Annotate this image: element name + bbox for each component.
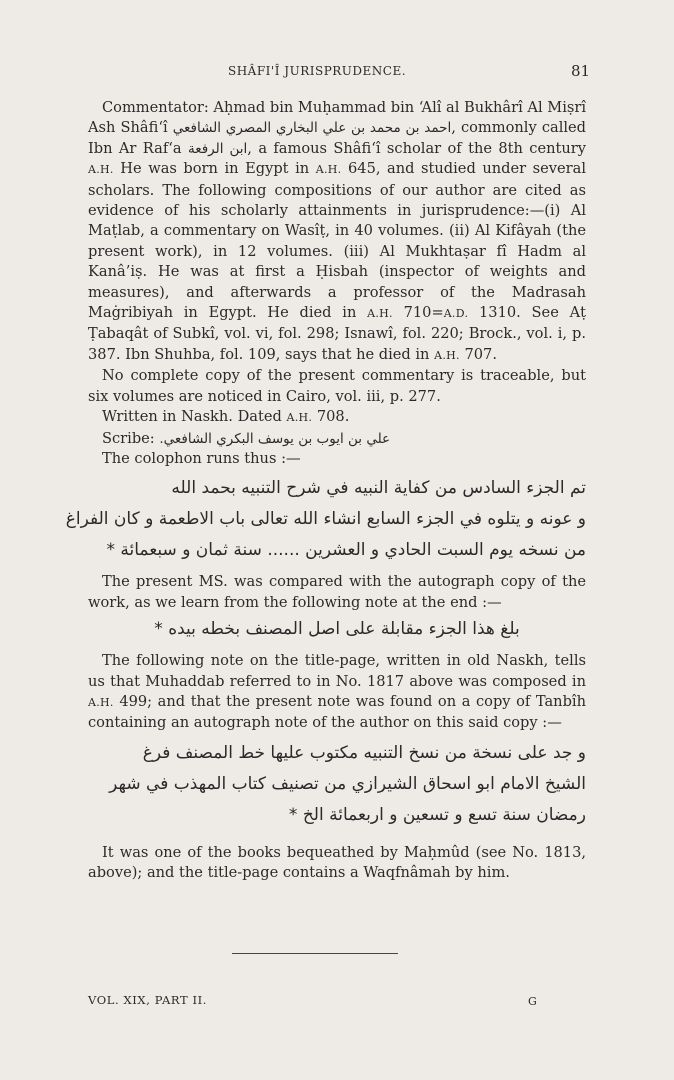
era-abbrev: A.H. (367, 307, 393, 321)
paragraph-bequest: It was one of the books bequeathed by Maḥmûd (see No. 1813, above); and the title-page contains a Waqfnâmah by him. (88, 843, 586, 882)
volume-footer: VOL. XIX, PART II. (88, 993, 208, 1007)
text-run: , commonly called Ibn Ar Raf‘a (88, 119, 587, 157)
text-run: 645, and studied under several scholars. The following compositions of our author are cited as evidence of his scholarly attainments in jurisprudence:—(i) Al Maṭlab, a commentary on Wasîṭ, in 40 volumes. (ii) Al Kifâyah (the present work), in 12 volumes. (iii) Al Mukhtaṣar fî Hadm al Kanâ’iṣ. He was at first a Ḥisbah (inspector of weights and measures), and afterwards a professor of the Madrasah Maġribiyah in Egypt. He died in (88, 160, 586, 322)
era-abbrev: A.H. (88, 163, 114, 177)
paragraph-commentator (88, 98, 586, 366)
text-run: , a famous Shâfi‘î scholar of the 8th century (247, 139, 587, 157)
paragraph-scribe (88, 429, 586, 449)
era-abbrev: A.H. (88, 695, 114, 709)
era-abbrev: A.H. (434, 348, 460, 362)
title-page-note-arabic (88, 738, 586, 831)
note-arabic-end: بلغ هذا الجزء مقابلة على اصل المصنف بخطه بيده * (154, 619, 520, 640)
paragraph-script (88, 407, 586, 428)
colophon-line: و عونه و يتلوه في الجزء السابع انشاء الله تعالى باب الاطعمة و كان الفراغ (65, 509, 586, 530)
page-body (65, 98, 587, 884)
colophon-arabic (65, 473, 586, 566)
running-title: SHÂFI'Î JURISPRUDENCE. (228, 64, 407, 78)
arabic-name: احمد بن محمد بن علي البخاري المصري الشافعي (172, 120, 452, 137)
text-run: 710= (392, 304, 444, 322)
scribe-label: Scribe: (102, 429, 160, 447)
note-line: و جد على نسخة من نسخ التنبيه مكتوب عليها خط المصنف فرغ (142, 742, 586, 763)
paragraph-copies: No complete copy of the present commentary is traceable, but six volumes are noticed in Cairo, vol. iii, p. 277. (88, 367, 586, 405)
paragraph-comparison: The present MS. was compared with the autograph copy of the work, as we learn from the following note at the end :— (88, 573, 586, 611)
section-divider (232, 953, 398, 954)
note-line: رمضان سنة تسع و تسعين و اربعمائة الخ * (288, 804, 586, 825)
scribe-name-arabic: علي بن ايوب بن يوسف البكري الشافعي. (159, 430, 391, 447)
paragraph-colophon-intro: The colophon runs thus :— (102, 449, 301, 467)
text-run: 707. (459, 345, 497, 363)
text-run: Written in Naskh. Dated (102, 408, 287, 426)
text-run: 1310. See Aṭ Ṭabaqât of Subkî, vol. vi, fol. 298; Isnawî, fol. 220; Brock., vol. i, p. 387. Ibn Shuhba, fol. 109, says that he died in (88, 304, 586, 363)
text-run: The following note on the title-page, written in old Naskh, tells us that Muhaddab referred to in No. 1817 above was composed in (88, 652, 586, 690)
text-run: He was born in Egypt in (113, 160, 316, 178)
note-line: الشيخ الامام ابو اسحاق الشيرازي من تصنيف كتاب المهذب في شهر (109, 773, 586, 794)
page-header (0, 62, 674, 86)
era-abbrev: A.H. (286, 411, 313, 425)
colophon-line: تم الجزء السادس من كفاية النبيه في شرح التنبيه بحمد الله (171, 478, 586, 499)
colophon-line: من نسخه يوم السبت الحادي و العشرين ...... سنة ثمان و سبعمائة * (106, 540, 586, 561)
era-abbrev: A.D. (443, 307, 469, 321)
text-run: 708. (312, 408, 350, 426)
era-abbrev: A.H. (315, 163, 342, 177)
text-run: 499; and that the present note was found on a copy of Tanbîh containing an autograph note of the author on this said copy :— (88, 692, 586, 732)
page-number: 81 (571, 62, 591, 80)
text-run: Commentator: Aḥmad bin Muḥammad bin ‘Alî al Bukhârî Al Miṣrî Ash Shâfi‘î (88, 99, 586, 137)
signature-mark: G (528, 995, 537, 1008)
arabic-nickname: ابن الرفعة (187, 140, 248, 157)
paragraph-title-page-note (88, 651, 586, 734)
